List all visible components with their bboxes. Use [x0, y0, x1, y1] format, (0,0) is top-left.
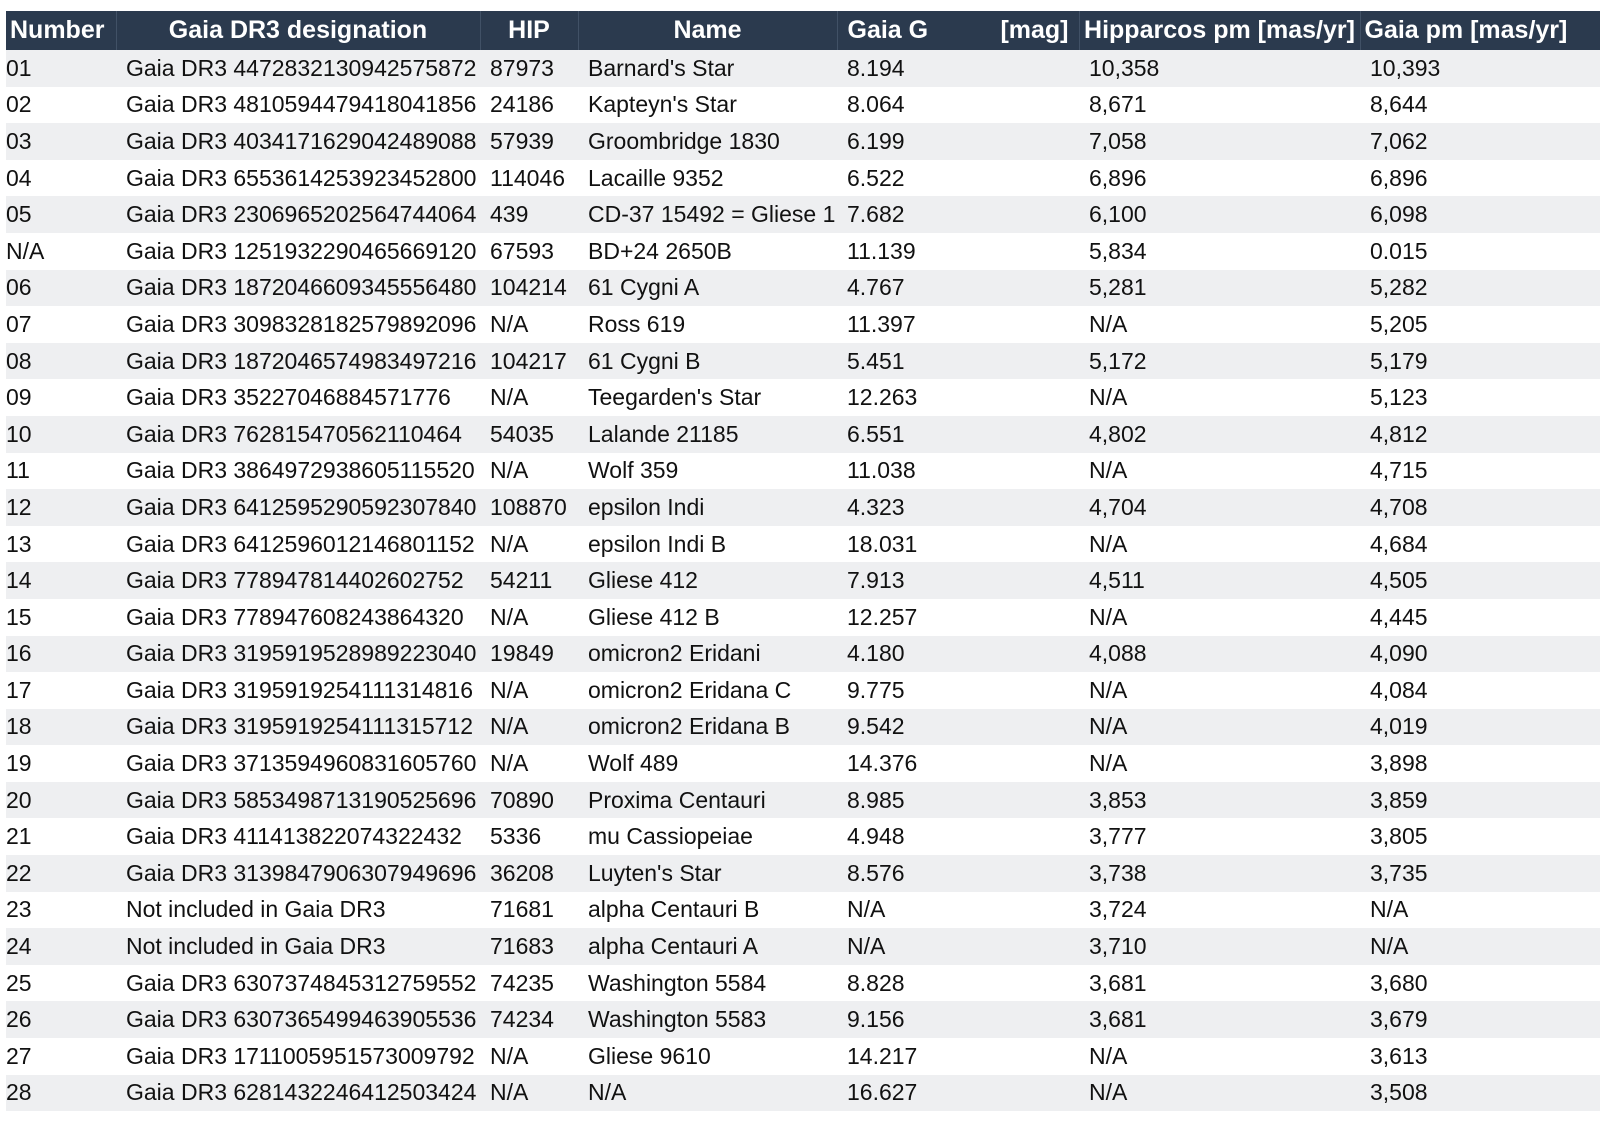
cell-designation: Gaia DR3 6553614253923452800 — [116, 160, 480, 197]
cell-number: 02 — [6, 87, 116, 124]
cell-name: Washington 5584 — [578, 965, 837, 1002]
cell-name: Washington 5583 — [578, 1001, 837, 1038]
table-row[interactable] — [6, 1075, 1600, 1112]
cell-hip: 104217 — [480, 343, 578, 380]
cell-hip: 71683 — [480, 928, 578, 965]
table-row[interactable] — [6, 160, 1600, 197]
cell-gaia-pm: 3,679 — [1360, 1001, 1600, 1038]
table-row[interactable] — [6, 489, 1600, 526]
cell-hipparcos-pm: 7,058 — [1079, 123, 1360, 160]
cell-number: 10 — [6, 416, 116, 453]
cell-name: Ross 619 — [578, 306, 837, 343]
cell-hip: N/A — [480, 709, 578, 746]
cell-hipparcos-pm: N/A — [1079, 745, 1360, 782]
cell-name: alpha Centauri B — [578, 892, 837, 929]
cell-gaia-pm: 4,505 — [1360, 562, 1600, 599]
cell-number: 11 — [6, 453, 116, 490]
cell-number: 21 — [6, 818, 116, 855]
cell-hipparcos-pm: 10,358 — [1079, 50, 1360, 87]
table-row[interactable] — [6, 672, 1600, 709]
cell-number: N/A — [6, 233, 116, 270]
cell-gaia-g: 12.263 — [837, 379, 1079, 416]
cell-hipparcos-pm: 4,802 — [1079, 416, 1360, 453]
cell-number: 19 — [6, 745, 116, 782]
cell-designation: Gaia DR3 3195919254111315712 — [116, 709, 480, 746]
cell-gaia-g: 8.064 — [837, 87, 1079, 124]
cell-hip: N/A — [480, 379, 578, 416]
cell-name: Wolf 489 — [578, 745, 837, 782]
cell-hip: 108870 — [480, 489, 578, 526]
cell-hip: 24186 — [480, 87, 578, 124]
cell-hipparcos-pm: N/A — [1079, 379, 1360, 416]
cell-name: Lacaille 9352 — [578, 160, 837, 197]
cell-hip: 439 — [480, 196, 578, 233]
cell-designation: Gaia DR3 778947608243864320 — [116, 599, 480, 636]
cell-gaia-pm: 5,123 — [1360, 379, 1600, 416]
cell-number: 27 — [6, 1038, 116, 1075]
cell-hipparcos-pm: 3,681 — [1079, 965, 1360, 1002]
cell-name: omicron2 Eridani — [578, 636, 837, 673]
cell-hipparcos-pm: 3,853 — [1079, 782, 1360, 819]
cell-gaia-g: 14.376 — [837, 745, 1079, 782]
cell-designation: Gaia DR3 1872046574983497216 — [116, 343, 480, 380]
cell-gaia-pm: 3,805 — [1360, 818, 1600, 855]
cell-gaia-pm: 4,445 — [1360, 599, 1600, 636]
column-header-hipparcos-pm[interactable]: Hipparcos pm [mas/yr] — [1079, 11, 1360, 50]
cell-name: Groombridge 1830 — [578, 123, 837, 160]
cell-gaia-pm: 0.015 — [1360, 233, 1600, 270]
cell-hipparcos-pm: N/A — [1079, 1038, 1360, 1075]
cell-hipparcos-pm: N/A — [1079, 453, 1360, 490]
cell-gaia-pm: 5,282 — [1360, 270, 1600, 307]
cell-hip: N/A — [480, 306, 578, 343]
cell-gaia-g: 8.194 — [837, 50, 1079, 87]
cell-designation: Gaia DR3 3864972938605115520 — [116, 453, 480, 490]
cell-hipparcos-pm: 8,671 — [1079, 87, 1360, 124]
cell-gaia-g: 5.451 — [837, 343, 1079, 380]
cell-hip: 104214 — [480, 270, 578, 307]
table-row[interactable] — [6, 453, 1600, 490]
cell-gaia-pm: 3,898 — [1360, 745, 1600, 782]
cell-gaia-g: 11.397 — [837, 306, 1079, 343]
cell-hip: N/A — [480, 453, 578, 490]
table-row[interactable] — [6, 1038, 1600, 1075]
cell-hip: N/A — [480, 672, 578, 709]
cell-designation: Not included in Gaia DR3 — [116, 892, 480, 929]
table-row[interactable] — [6, 562, 1600, 599]
cell-gaia-pm: 7,062 — [1360, 123, 1600, 160]
cell-gaia-g: 18.031 — [837, 526, 1079, 563]
cell-designation: Gaia DR3 6281432246412503424 — [116, 1075, 480, 1112]
cell-hip: 67593 — [480, 233, 578, 270]
cell-gaia-g: 16.627 — [837, 1075, 1079, 1112]
cell-hipparcos-pm: 5,281 — [1079, 270, 1360, 307]
cell-gaia-pm: 4,019 — [1360, 709, 1600, 746]
cell-gaia-pm: N/A — [1360, 928, 1600, 965]
cell-hip: N/A — [480, 1038, 578, 1075]
cell-name: Gliese 412 B — [578, 599, 837, 636]
cell-hipparcos-pm: 4,511 — [1079, 562, 1360, 599]
table-row[interactable] — [6, 50, 1600, 87]
cell-name: Lalande 21185 — [578, 416, 837, 453]
cell-hip: 57939 — [480, 123, 578, 160]
table-row[interactable] — [6, 306, 1600, 343]
cell-gaia-pm: 4,708 — [1360, 489, 1600, 526]
cell-designation: Gaia DR3 3139847906307949696 — [116, 855, 480, 892]
cell-number: 20 — [6, 782, 116, 819]
table-row[interactable] — [6, 709, 1600, 746]
cell-hip: 74235 — [480, 965, 578, 1002]
gaia-g-header-unit: [mag] — [1000, 16, 1069, 44]
cell-hipparcos-pm: 3,738 — [1079, 855, 1360, 892]
cell-designation: Gaia DR3 3713594960831605760 — [116, 745, 480, 782]
cell-hip: 19849 — [480, 636, 578, 673]
cell-gaia-pm: 3,613 — [1360, 1038, 1600, 1075]
cell-designation: Gaia DR3 6307365499463905536 — [116, 1001, 480, 1038]
cell-name: Luyten's Star — [578, 855, 837, 892]
cell-gaia-g: 9.156 — [837, 1001, 1079, 1038]
cell-gaia-g: 4.767 — [837, 270, 1079, 307]
cell-gaia-g: 8.985 — [837, 782, 1079, 819]
cell-gaia-pm: 4,715 — [1360, 453, 1600, 490]
cell-number: 17 — [6, 672, 116, 709]
cell-hipparcos-pm: 4,088 — [1079, 636, 1360, 673]
cell-designation: Gaia DR3 3195919528989223040 — [116, 636, 480, 673]
cell-gaia-g: 7.913 — [837, 562, 1079, 599]
column-header-gaia-g[interactable] — [837, 11, 1079, 50]
cell-hipparcos-pm: N/A — [1079, 526, 1360, 563]
star-table-container — [6, 11, 1600, 1111]
cell-name: Wolf 359 — [578, 453, 837, 490]
cell-number: 01 — [6, 50, 116, 87]
cell-number: 03 — [6, 123, 116, 160]
table-row[interactable] — [6, 818, 1600, 855]
cell-gaia-pm: 4,084 — [1360, 672, 1600, 709]
cell-name: epsilon Indi — [578, 489, 837, 526]
table-row[interactable] — [6, 526, 1600, 563]
cell-name: N/A — [578, 1075, 837, 1112]
cell-gaia-g: 8.576 — [837, 855, 1079, 892]
cell-gaia-g: N/A — [837, 892, 1079, 929]
table-header — [6, 11, 1600, 50]
cell-hip: 36208 — [480, 855, 578, 892]
table-row[interactable] — [6, 196, 1600, 233]
cell-designation: Gaia DR3 3098328182579892096 — [116, 306, 480, 343]
cell-gaia-pm: 5,205 — [1360, 306, 1600, 343]
cell-designation: Not included in Gaia DR3 — [116, 928, 480, 965]
cell-number: 28 — [6, 1075, 116, 1112]
cell-hipparcos-pm: 5,172 — [1079, 343, 1360, 380]
cell-name: omicron2 Eridana C — [578, 672, 837, 709]
cell-hipparcos-pm: 3,710 — [1079, 928, 1360, 965]
cell-hip: 114046 — [480, 160, 578, 197]
cell-name: Proxima Centauri — [578, 782, 837, 819]
table-row[interactable] — [6, 892, 1600, 929]
cell-number: 25 — [6, 965, 116, 1002]
cell-gaia-pm: 5,179 — [1360, 343, 1600, 380]
cell-hipparcos-pm: 6,896 — [1079, 160, 1360, 197]
cell-gaia-pm: 10,393 — [1360, 50, 1600, 87]
cell-name: Kapteyn's Star — [578, 87, 837, 124]
cell-name: CD-37 15492 = Gliese 1 — [578, 196, 837, 233]
table-row[interactable] — [6, 416, 1600, 453]
cell-hip: 87973 — [480, 50, 578, 87]
cell-number: 04 — [6, 160, 116, 197]
cell-hip: N/A — [480, 745, 578, 782]
cell-name: Gliese 412 — [578, 562, 837, 599]
cell-designation: Gaia DR3 6412596012146801152 — [116, 526, 480, 563]
gaia-g-header-content — [842, 16, 1075, 45]
cell-designation: Gaia DR3 2306965202564744064 — [116, 196, 480, 233]
cell-gaia-g: 11.139 — [837, 233, 1079, 270]
table-row[interactable] — [6, 233, 1600, 270]
table-row[interactable] — [6, 965, 1600, 1002]
cell-gaia-g: 9.775 — [837, 672, 1079, 709]
table-row[interactable] — [6, 782, 1600, 819]
cell-hip: 70890 — [480, 782, 578, 819]
column-header-designation[interactable]: Gaia DR3 designation — [116, 11, 480, 50]
cell-number: 18 — [6, 709, 116, 746]
cell-hipparcos-pm: 4,704 — [1079, 489, 1360, 526]
cell-gaia-g: 14.217 — [837, 1038, 1079, 1075]
cell-gaia-g: 12.257 — [837, 599, 1079, 636]
column-header-name[interactable]: Name — [578, 11, 837, 50]
cell-designation: Gaia DR3 4810594479418041856 — [116, 87, 480, 124]
cell-designation: Gaia DR3 1711005951573009792 — [116, 1038, 480, 1075]
table-row[interactable] — [6, 928, 1600, 965]
cell-name: alpha Centauri A — [578, 928, 837, 965]
cell-hip: 5336 — [480, 818, 578, 855]
cell-hip: 74234 — [480, 1001, 578, 1038]
cell-hipparcos-pm: N/A — [1079, 306, 1360, 343]
column-header-gaia-pm[interactable]: Gaia pm [mas/yr] — [1360, 11, 1600, 50]
cell-gaia-g: 11.038 — [837, 453, 1079, 490]
table-body — [6, 50, 1600, 1111]
table-row[interactable] — [6, 379, 1600, 416]
cell-gaia-pm: 4,812 — [1360, 416, 1600, 453]
cell-number: 14 — [6, 562, 116, 599]
cell-gaia-g: 4.948 — [837, 818, 1079, 855]
cell-number: 06 — [6, 270, 116, 307]
cell-designation: Gaia DR3 4472832130942575872 — [116, 50, 480, 87]
column-header-number[interactable]: Number — [6, 11, 116, 50]
cell-number: 16 — [6, 636, 116, 673]
cell-gaia-g: 8.828 — [837, 965, 1079, 1002]
cell-gaia-pm: 3,508 — [1360, 1075, 1600, 1112]
table-row[interactable] — [6, 745, 1600, 782]
table-row[interactable] — [6, 270, 1600, 307]
cell-hipparcos-pm: 6,100 — [1079, 196, 1360, 233]
cell-hipparcos-pm: 3,777 — [1079, 818, 1360, 855]
cell-hip: N/A — [480, 1075, 578, 1112]
cell-designation: Gaia DR3 762815470562110464 — [116, 416, 480, 453]
cell-number: 26 — [6, 1001, 116, 1038]
cell-hipparcos-pm: N/A — [1079, 1075, 1360, 1112]
cell-gaia-g: N/A — [837, 928, 1079, 965]
cell-gaia-g: 7.682 — [837, 196, 1079, 233]
star-proper-motion-table — [6, 11, 1600, 1111]
cell-number: 15 — [6, 599, 116, 636]
cell-number: 23 — [6, 892, 116, 929]
cell-name: omicron2 Eridana B — [578, 709, 837, 746]
cell-name: BD+24 2650B — [578, 233, 837, 270]
column-header-hip[interactable]: HIP — [480, 11, 578, 50]
cell-gaia-pm: 8,644 — [1360, 87, 1600, 124]
cell-gaia-pm: 4,090 — [1360, 636, 1600, 673]
cell-gaia-g: 6.522 — [837, 160, 1079, 197]
cell-designation: Gaia DR3 6412595290592307840 — [116, 489, 480, 526]
cell-name: Gliese 9610 — [578, 1038, 837, 1075]
cell-hip: N/A — [480, 526, 578, 563]
cell-designation: Gaia DR3 35227046884571776 — [116, 379, 480, 416]
cell-designation: Gaia DR3 3195919254111314816 — [116, 672, 480, 709]
cell-hip: 71681 — [480, 892, 578, 929]
cell-gaia-g: 4.323 — [837, 489, 1079, 526]
cell-hipparcos-pm: 3,724 — [1079, 892, 1360, 929]
table-row[interactable] — [6, 87, 1600, 124]
table-row[interactable] — [6, 636, 1600, 673]
cell-name: 61 Cygni A — [578, 270, 837, 307]
cell-gaia-pm: 6,098 — [1360, 196, 1600, 233]
cell-gaia-g: 9.542 — [837, 709, 1079, 746]
cell-hip: 54035 — [480, 416, 578, 453]
table-row[interactable] — [6, 599, 1600, 636]
cell-hipparcos-pm: N/A — [1079, 672, 1360, 709]
cell-designation: Gaia DR3 4034171629042489088 — [116, 123, 480, 160]
table-row[interactable] — [6, 1001, 1600, 1038]
cell-gaia-pm: 3,735 — [1360, 855, 1600, 892]
cell-gaia-pm: N/A — [1360, 892, 1600, 929]
cell-hipparcos-pm: 5,834 — [1079, 233, 1360, 270]
cell-designation: Gaia DR3 1872046609345556480 — [116, 270, 480, 307]
table-row[interactable] — [6, 855, 1600, 892]
cell-name: mu Cassiopeiae — [578, 818, 837, 855]
cell-number: 13 — [6, 526, 116, 563]
cell-number: 09 — [6, 379, 116, 416]
cell-number: 12 — [6, 489, 116, 526]
cell-gaia-pm: 6,896 — [1360, 160, 1600, 197]
cell-name: 61 Cygni B — [578, 343, 837, 380]
cell-hip: 54211 — [480, 562, 578, 599]
header-row — [6, 11, 1600, 50]
cell-number: 07 — [6, 306, 116, 343]
cell-number: 24 — [6, 928, 116, 965]
cell-designation: Gaia DR3 5853498713190525696 — [116, 782, 480, 819]
cell-gaia-pm: 3,680 — [1360, 965, 1600, 1002]
gaia-g-header-label: Gaia G — [847, 16, 929, 44]
cell-gaia-pm: 3,859 — [1360, 782, 1600, 819]
cell-designation: Gaia DR3 6307374845312759552 — [116, 965, 480, 1002]
cell-hipparcos-pm: N/A — [1079, 599, 1360, 636]
cell-name: Teegarden's Star — [578, 379, 837, 416]
cell-hipparcos-pm: 3,681 — [1079, 1001, 1360, 1038]
cell-number: 08 — [6, 343, 116, 380]
cell-number: 22 — [6, 855, 116, 892]
cell-designation: Gaia DR3 1251932290465669120 — [116, 233, 480, 270]
cell-gaia-g: 6.199 — [837, 123, 1079, 160]
cell-hipparcos-pm: N/A — [1079, 709, 1360, 746]
cell-gaia-g: 6.551 — [837, 416, 1079, 453]
cell-name: Barnard's Star — [578, 50, 837, 87]
cell-name: epsilon Indi B — [578, 526, 837, 563]
cell-designation: Gaia DR3 411413822074322432 — [116, 818, 480, 855]
cell-gaia-g: 4.180 — [837, 636, 1079, 673]
cell-gaia-pm: 4,684 — [1360, 526, 1600, 563]
cell-number: 05 — [6, 196, 116, 233]
table-row[interactable] — [6, 343, 1600, 380]
table-row[interactable] — [6, 123, 1600, 160]
cell-hip: N/A — [480, 599, 578, 636]
cell-designation: Gaia DR3 778947814402602752 — [116, 562, 480, 599]
